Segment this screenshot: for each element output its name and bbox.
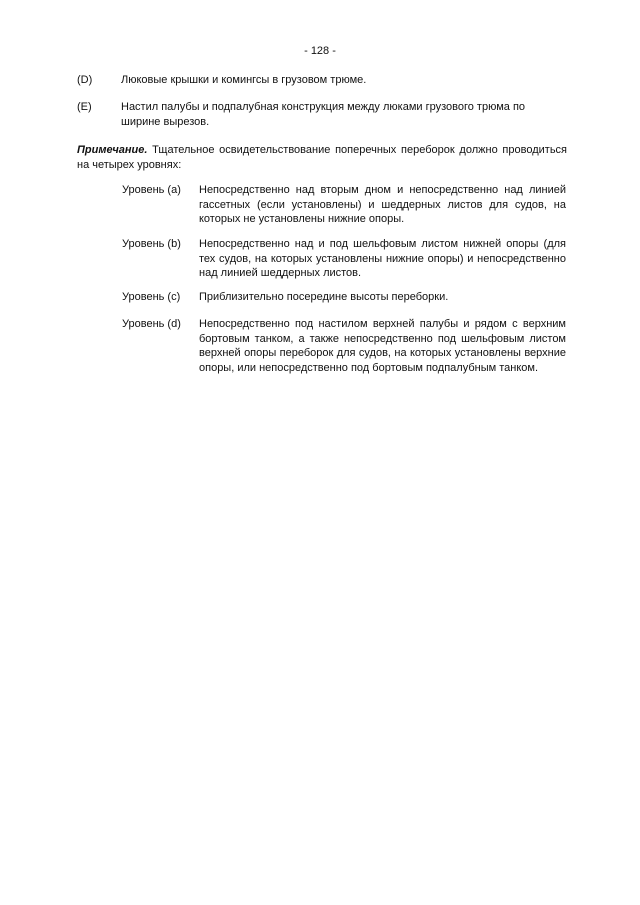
- list-item-label: (D): [77, 74, 93, 86]
- level-text: Непосредственно под настилом верхней палубы и рядом с верхним бортовым танком, а также непосредственно под шельфовым листом верхней опоры переборок для судов, на которых установлены верхние опоры, или непосредственно под бортовым подпалубным танком.: [199, 318, 566, 374]
- level-label: Уровень (b): [122, 238, 181, 250]
- level-label: Уровень (d): [122, 318, 181, 330]
- page-number: - 128 -: [304, 45, 336, 57]
- level-text: Приблизительно посередине высоты переборки.: [199, 291, 449, 303]
- list-item-label: (E): [77, 101, 92, 113]
- list-item-text: Настил палубы и подпалубная конструкция между люками грузового трюма по ширине вырезов.: [121, 101, 526, 128]
- list-item-text: Люковые крышки и комингсы в грузовом трюме.: [121, 74, 367, 86]
- note-paragraph: [77, 143, 567, 172]
- note-label: Примечание.: [77, 144, 148, 156]
- level-text: Непосредственно над вторым дном и непосредственно над линией гассетных (если установлены) и шеддерных листов для судов, на которых не установлены нижние опоры.: [199, 184, 566, 225]
- level-label: Уровень (a): [122, 184, 181, 196]
- level-text: Непосредственно над и под шельфовым листом нижней опоры (для тех судов, на которых установлены нижние опоры) и непосредственно над линией шеддерных листов.: [199, 238, 566, 279]
- note-text: Тщательное освидетельствование поперечных переборок должно проводиться на четырех уровнях:: [77, 144, 568, 171]
- level-label: Уровень (c): [122, 291, 181, 303]
